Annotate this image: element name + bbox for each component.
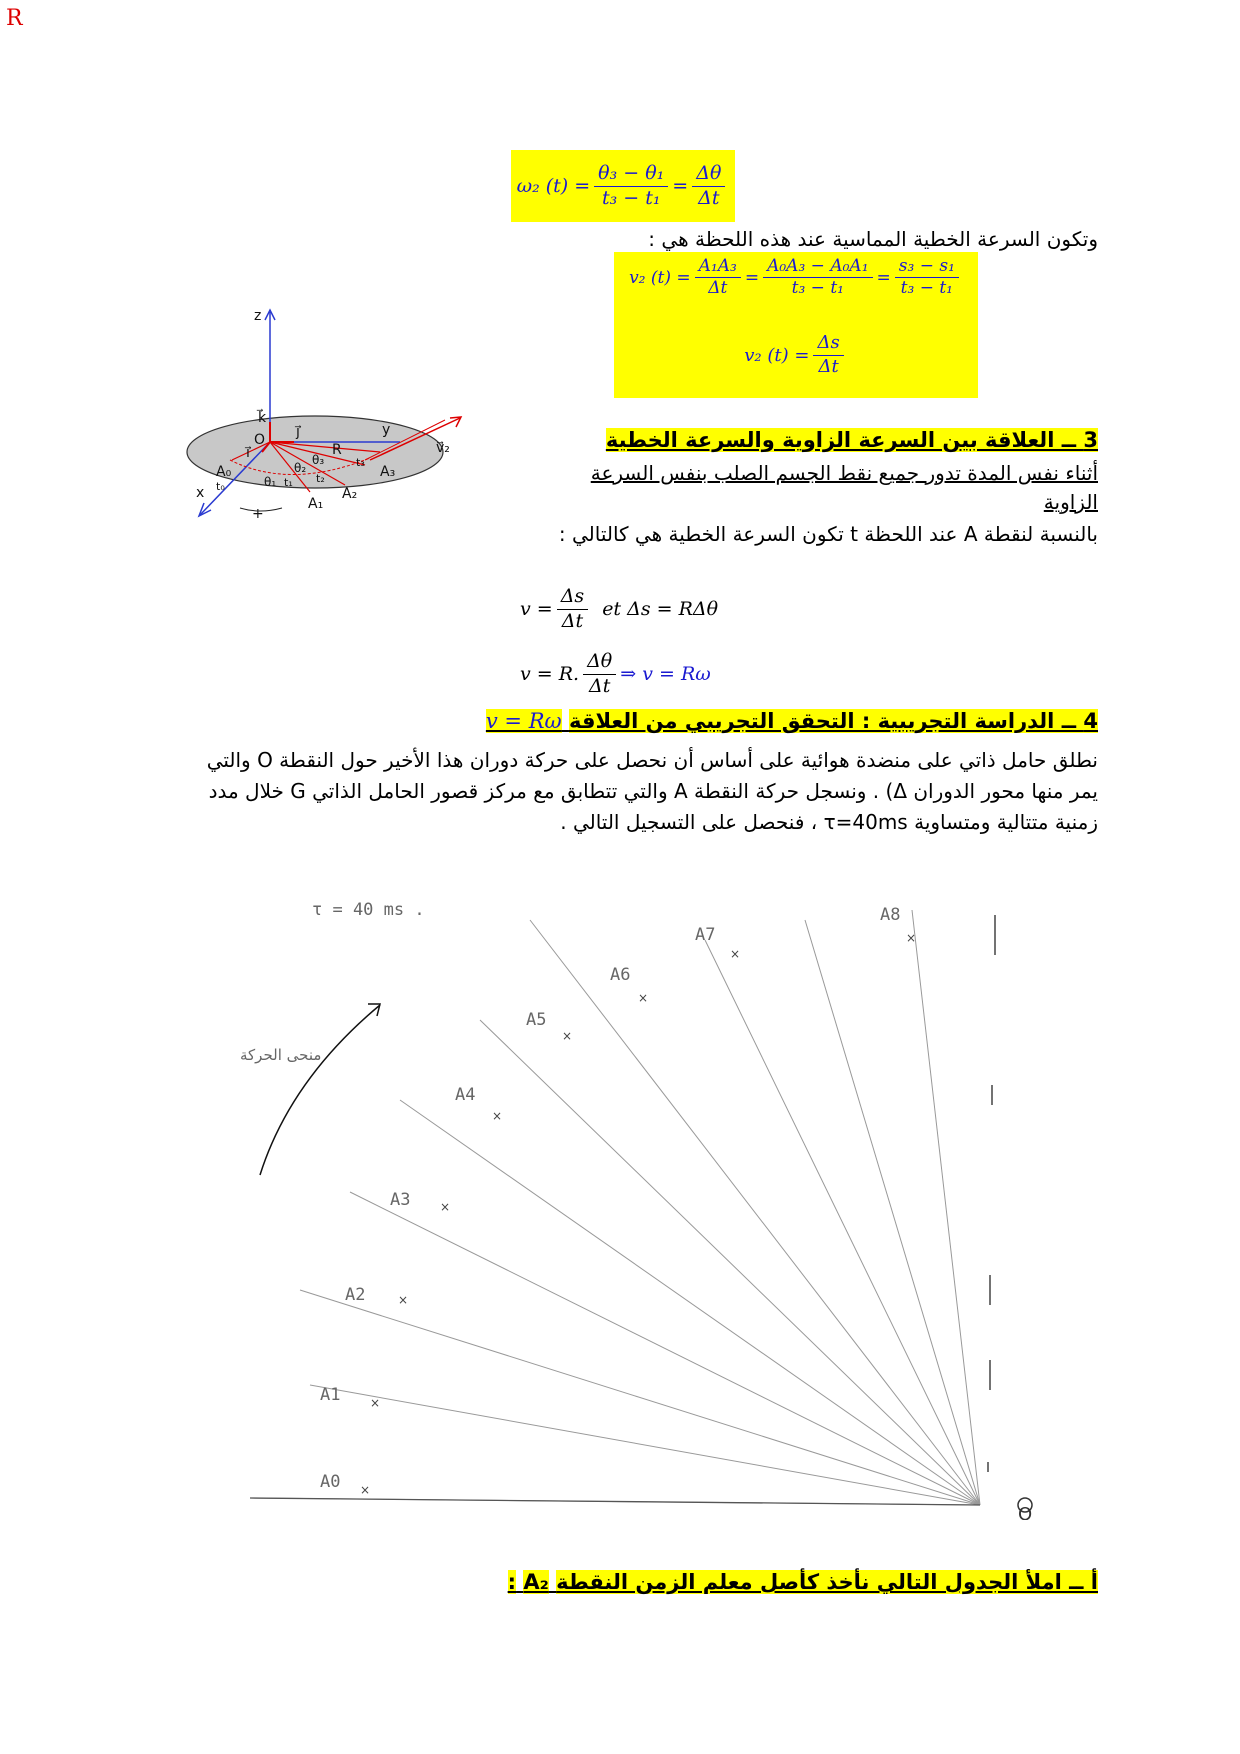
v-frac1-den: Δt [708,278,728,299]
svg-text:×: × [492,1109,503,1123]
label-y: y [382,422,391,438]
motion-direction-arrow [260,1005,380,1175]
svg-text:×: × [906,931,917,945]
v-frac3-den: t₃ − t₁ [900,278,954,299]
omega-eq: = [672,175,689,197]
label-A2: A₂ [342,486,358,502]
point-A0: A0 [320,1472,341,1492]
motion-direction-label: منحى الحركة [240,1046,322,1064]
label-x: x [196,485,205,501]
question-a-point: A₂ [523,1570,549,1594]
point-A6: A6 [610,965,631,985]
label-A0: A₀ [216,464,232,480]
v-frac4-num: Δs [813,332,843,356]
corner-mark: R [6,6,23,31]
point-A3: A3 [390,1190,411,1210]
v-frac1-num: A₁A₃ [695,256,741,278]
section4-paragraph: نطلق حامل ذاتي على منضدة هوائية على أساس أن نحصل على حركة دوران هذا الأخير حول النقطة O والتي يمر منها محور الدوران Δ) . ونسجل حركة النقطة A والتي تتطابق مع مركز قصور الحامل الذاتي G خلال مدد زمنية متتالية ومتساوية τ=40ms ، فنحصل على التسجيل التالي . [206,748,1098,834]
label-O: O [254,432,266,448]
label-theta2: θ₂ [294,461,307,475]
label-plus: + [252,506,264,522]
label-R: R [332,442,342,458]
label-t3: t₃ [356,456,365,469]
label-theta1: θ₁ [264,475,277,489]
label-t0: t₀ [216,480,225,493]
v-frac4-den: Δt [818,355,839,377]
svg-text:×: × [370,1396,381,1410]
label-i: i⃗ [246,445,250,461]
origin-label: O [1018,1504,1033,1520]
omega-frac2-den: Δt [698,186,720,209]
rotation-diagram [170,300,490,560]
formula-v: v₂ (t) = $\frac{\text{A₁A₃}}{\Delta t}$ = $\frac{\text{A₀A₃ − A₀A₁}}{\text{t₃ − t₁}}$ = $\frac{\text{s₃ − s₁}}{\text{t₃ − t₁}}$ v₂ (t) = $\frac{\Delta s}{\Delta t}$ [614,252,978,398]
svg-text:×: × [562,1029,573,1043]
point-A8: A8 [880,905,901,925]
v-frac2-den: t₃ − t₁ [791,278,844,299]
equation-v-rw: v = R. $\frac{\Delta\theta}{\Delta t}$ ⇒ v = Rω [520,650,711,697]
label-j: j⃗ [296,424,300,440]
v-lhs: v₂ (t) = [629,267,691,288]
omega-lhs: ω₂ (t) = [516,175,591,197]
svg-text:×: × [440,1200,451,1214]
label-z: z [254,308,262,324]
label-theta3: θ₃ [312,453,325,467]
omega-frac1-den: t₃ − t₁ [601,186,661,209]
tau-label: τ = 40 ms . [312,900,425,920]
svg-text:×: × [398,1293,409,1307]
section3-title: 3 ــ العلاقة بين السرعة الزاوية والسرعة الخطية [605,428,1098,452]
v-frac2-num: A₀A₃ − A₀A₁ [763,256,872,278]
point-A5: A5 [526,1010,547,1030]
point-A7: A7 [695,925,716,945]
omega-frac2-num: Δθ [692,162,725,187]
omega-frac1-num: θ₃ − θ₁ [594,162,668,187]
section3-line1: أثناء نفس المدة تدور جميع نقط الجسم الصلب بنفس السرعة الزاوية [590,461,1098,514]
label-A3: A₃ [380,464,396,480]
label-t1: t₁ [284,476,293,489]
svg-text:×: × [638,991,649,1005]
svg-text:×: × [730,947,741,961]
point-A2: A2 [345,1285,366,1305]
intro-linear-speed: وتكون السرعة الخطية المماسية عند هذه اللحظة هي : [648,227,1098,251]
label-A1: A₁ [308,496,324,512]
section4-title: 4 ــ الدراسة التجريبية : التحقق التجريبي من العلاقة v = Rω [485,709,1098,733]
label-t2: t₂ [316,472,325,485]
recording-figure [230,880,1060,1520]
point-A4: A4 [455,1085,476,1105]
section3-line2: بالنسبة لنقطة A عند اللحظة t تكون السرعة الخطية هي كالتالي : [558,522,1098,546]
svg-text:×: × [360,1483,371,1497]
question-a: أ ــ املأ الجدول التالي نأخذ كأصل معلم الزمن النقطة A₂ : [507,1570,1098,1594]
label-v2: v⃗₂ [436,440,450,456]
label-k: k⃗ [258,410,267,426]
v-lhs2: v₂ (t) = [744,344,810,366]
equation-v-ds: v = $\frac{\Delta s}{\Delta t}$ et Δs = RΔθ [520,585,719,632]
v-frac3-num: s₃ − s₁ [895,256,959,278]
formula-omega [511,150,735,222]
point-A1: A1 [320,1385,341,1405]
